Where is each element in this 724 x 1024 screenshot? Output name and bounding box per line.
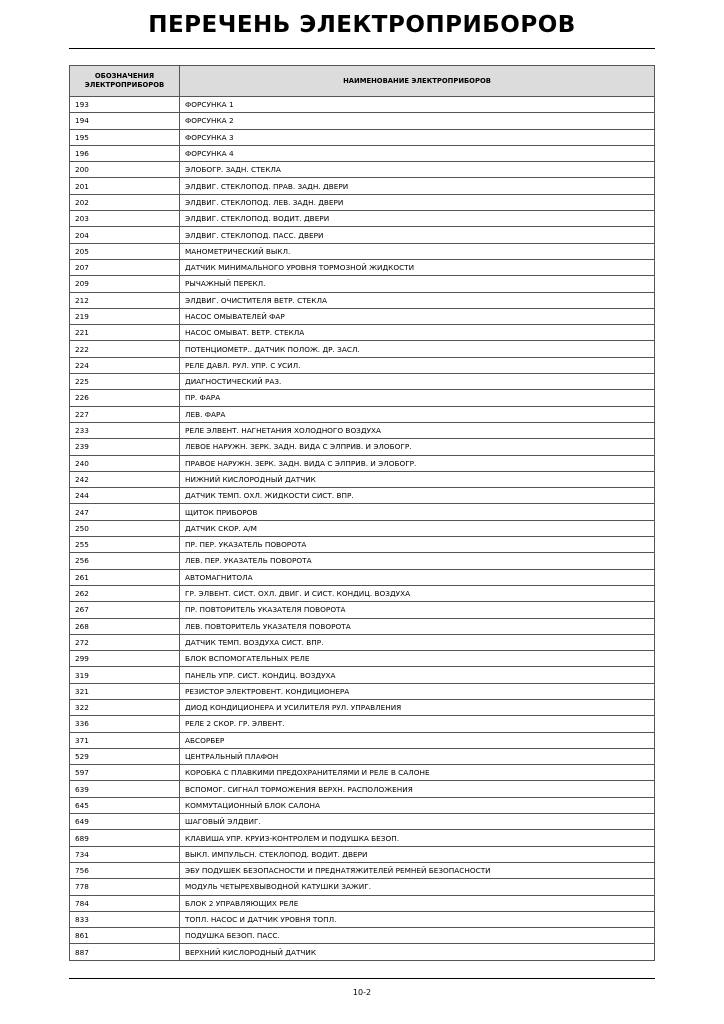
device-name-cell: КЛАВИША УПР. КРУИЗ-КОНТРОЛЕМ И ПОДУШКА БЕЗОП.: [180, 830, 655, 846]
table-row: [70, 341, 655, 357]
device-name-cell: ПОДУШКА БЕЗОП. ПАСС.: [180, 928, 655, 944]
title-rule: [69, 48, 655, 49]
device-name-cell: ЭЛДВИГ. ОЧИСТИТЕЛЯ ВЕТР. СТЕКЛА: [180, 292, 655, 308]
designation-cell: 203: [70, 211, 180, 227]
device-name-cell: ЦЕНТРАЛЬНЫЙ ПЛАФОН: [180, 748, 655, 764]
designation-cell: 221: [70, 325, 180, 341]
device-name-cell: БЛОК ВСПОМОГАТЕЛЬНЫХ РЕЛЕ: [180, 651, 655, 667]
designation-cell: 322: [70, 699, 180, 715]
device-name-cell: ЛЕВ. ФАРА: [180, 406, 655, 422]
designation-cell: 226: [70, 390, 180, 406]
device-name-cell: ФОРСУНКА 2: [180, 113, 655, 129]
table-row: [70, 259, 655, 275]
designation-cell: 734: [70, 846, 180, 862]
table-row: [70, 145, 655, 161]
table-row: [70, 651, 655, 667]
device-name-cell: ФОРСУНКА 4: [180, 145, 655, 161]
devices-table: [69, 65, 655, 961]
table-row: [70, 944, 655, 960]
device-name-cell: НИЖНИЙ КИСЛОРОДНЫЙ ДАТЧИК: [180, 471, 655, 487]
page-title: ПЕРЕЧЕНЬ ЭЛЕКТРОПРИБОРОВ: [148, 12, 576, 38]
table-row: [70, 504, 655, 520]
designation-cell: 250: [70, 520, 180, 536]
designation-cell: 200: [70, 162, 180, 178]
table-row: [70, 520, 655, 536]
designation-cell: 597: [70, 765, 180, 781]
table-row: [70, 488, 655, 504]
table-row: [70, 895, 655, 911]
device-name-cell: ЭЛДВИГ. СТЕКЛОПОД. ПРАВ. ЗАДН. ДВЕРИ: [180, 178, 655, 194]
designation-cell: 225: [70, 374, 180, 390]
device-name-cell: НАСОС ОМЫВАТЕЛЕЙ ФАР: [180, 308, 655, 324]
designation-cell: 267: [70, 602, 180, 618]
designation-cell: 336: [70, 716, 180, 732]
designation-cell: 256: [70, 553, 180, 569]
designation-cell: 244: [70, 488, 180, 504]
designation-cell: 202: [70, 194, 180, 210]
device-name-cell: РЕЛЕ 2 СКОР. ГР. ЭЛВЕНТ.: [180, 716, 655, 732]
footer-rule: [69, 978, 655, 979]
device-name-cell: ДИОД КОНДИЦИОНЕРА И УСИЛИТЕЛЯ РУЛ. УПРАВЛЕНИЯ: [180, 699, 655, 715]
designation-cell: 887: [70, 944, 180, 960]
table-row: [70, 667, 655, 683]
designation-cell: 240: [70, 455, 180, 471]
table-row: [70, 830, 655, 846]
device-name-cell: ВЫКЛ. ИМПУЛЬСН. СТЕКЛОПОД. ВОДИТ. ДВЕРИ: [180, 846, 655, 862]
designation-cell: 239: [70, 439, 180, 455]
device-name-cell: ПОТЕНЦИОМЕТР.. ДАТЧИК ПОЛОЖ. ДР. ЗАСЛ.: [180, 341, 655, 357]
device-name-cell: ЛЕВОЕ НАРУЖН. ЗЕРК. ЗАДН. ВИДА С ЭЛПРИВ. И ЭЛОБОГР.: [180, 439, 655, 455]
table-row: [70, 846, 655, 862]
designation-cell: 299: [70, 651, 180, 667]
device-name-cell: ГР. ЭЛВЕНТ. СИСТ. ОХЛ. ДВИГ. И СИСТ. КОНДИЦ. ВОЗДУХА: [180, 585, 655, 601]
table-row: [70, 178, 655, 194]
table-row: [70, 422, 655, 438]
designation-cell: 201: [70, 178, 180, 194]
designation-cell: 371: [70, 732, 180, 748]
device-name-cell: ЭЛДВИГ. СТЕКЛОПОД. ПАСС. ДВЕРИ: [180, 227, 655, 243]
device-name-cell: РЕЛЕ ДАВЛ. РУЛ. УПР. С УСИЛ.: [180, 357, 655, 373]
device-name-cell: ФОРСУНКА 3: [180, 129, 655, 145]
table-row: [70, 357, 655, 373]
table-row: [70, 781, 655, 797]
designation-cell: 247: [70, 504, 180, 520]
table-row: [70, 699, 655, 715]
device-name-cell: ЩИТОК ПРИБОРОВ: [180, 504, 655, 520]
device-name-cell: ЭЛДВИГ. СТЕКЛОПОД. ЛЕВ. ЗАДН. ДВЕРИ: [180, 194, 655, 210]
device-name-cell: АБСОРБЕР: [180, 732, 655, 748]
designation-cell: 224: [70, 357, 180, 373]
designation-cell: 205: [70, 243, 180, 259]
table-header-row: [70, 66, 655, 97]
table-row: [70, 113, 655, 129]
table-row: [70, 602, 655, 618]
designation-cell: 212: [70, 292, 180, 308]
table-row: [70, 879, 655, 895]
table-row: [70, 406, 655, 422]
designation-cell: 649: [70, 814, 180, 830]
device-name-cell: ЭБУ ПОДУШЕК БЕЗОПАСНОСТИ И ПРЕДНАТЯЖИТЕЛЕЙ РЕМНЕЙ БЕЗОПАСНОСТИ: [180, 862, 655, 878]
device-name-cell: РЫЧАЖНЫЙ ПЕРЕКЛ.: [180, 276, 655, 292]
designation-cell: 689: [70, 830, 180, 846]
device-name-cell: НАСОС ОМЫВАТ. ВЕТР. СТЕКЛА: [180, 325, 655, 341]
device-name-cell: КОММУТАЦИОННЫЙ БЛОК САЛОНА: [180, 797, 655, 813]
designation-cell: 261: [70, 569, 180, 585]
table-body: [70, 97, 655, 961]
table-row: [70, 862, 655, 878]
table-row: [70, 634, 655, 650]
designation-cell: 207: [70, 259, 180, 275]
table-row: [70, 325, 655, 341]
designation-cell: 778: [70, 879, 180, 895]
table-row: [70, 471, 655, 487]
table-row: [70, 97, 655, 113]
table-row: [70, 765, 655, 781]
table-row: [70, 911, 655, 927]
table-row: [70, 292, 655, 308]
table-row: [70, 276, 655, 292]
designation-cell: 639: [70, 781, 180, 797]
device-name-cell: ДАТЧИК СКОР. А/М: [180, 520, 655, 536]
device-name-cell: ПАНЕЛЬ УПР. СИСТ. КОНДИЦ. ВОЗДУХА: [180, 667, 655, 683]
device-name-cell: ШАГОВЫЙ ЭЛДВИГ.: [180, 814, 655, 830]
device-name-cell: ПР. ФАРА: [180, 390, 655, 406]
device-name-cell: БЛОК 2 УПРАВЛЯЮЩИХ РЕЛЕ: [180, 895, 655, 911]
device-name-cell: ДИАГНОСТИЧЕСКИЙ РАЗ.: [180, 374, 655, 390]
table-row: [70, 537, 655, 553]
designation-cell: 222: [70, 341, 180, 357]
device-name-cell: ЛЕВ. ПОВТОРИТЕЛЬ УКАЗАТЕЛЯ ПОВОРОТА: [180, 618, 655, 634]
designation-cell: 319: [70, 667, 180, 683]
table-row: [70, 129, 655, 145]
device-name-cell: РЕЗИСТОР ЭЛЕКТРОВЕНТ. КОНДИЦИОНЕРА: [180, 683, 655, 699]
device-name-cell: МОДУЛЬ ЧЕТЫРЕХВЫВОДНОЙ КАТУШКИ ЗАЖИГ.: [180, 879, 655, 895]
designation-cell: 268: [70, 618, 180, 634]
designation-cell: 255: [70, 537, 180, 553]
designation-cell: 196: [70, 145, 180, 161]
table-row: [70, 928, 655, 944]
table-row: [70, 814, 655, 830]
designation-cell: 272: [70, 634, 180, 650]
device-name-cell: КОРОБКА С ПЛАВКИМИ ПРЕДОХРАНИТЕЛЯМИ И РЕЛЕ В САЛОНЕ: [180, 765, 655, 781]
designation-cell: 262: [70, 585, 180, 601]
header-designation: ОБОЗНАЧЕНИЯ ЭЛЕКТРОПРИБОРОВ: [70, 66, 180, 97]
device-name-cell: ЛЕВ. ПЕР. УКАЗАТЕЛЬ ПОВОРОТА: [180, 553, 655, 569]
device-name-cell: ВЕРХНИЙ КИСЛОРОДНЫЙ ДАТЧИК: [180, 944, 655, 960]
designation-cell: 321: [70, 683, 180, 699]
table-row: [70, 308, 655, 324]
designation-cell: 529: [70, 748, 180, 764]
designation-cell: 227: [70, 406, 180, 422]
device-name-cell: ДАТЧИК ТЕМП. ВОЗДУХА СИСТ. ВПР.: [180, 634, 655, 650]
table-row: [70, 716, 655, 732]
device-name-cell: АВТОМАГНИТОЛА: [180, 569, 655, 585]
table-row: [70, 797, 655, 813]
designation-cell: 833: [70, 911, 180, 927]
table-row: [70, 374, 655, 390]
device-name-cell: ФОРСУНКА 1: [180, 97, 655, 113]
device-name-cell: МАНОМЕТРИЧЕСКИЙ ВЫКЛ.: [180, 243, 655, 259]
table-row: [70, 227, 655, 243]
table-row: [70, 390, 655, 406]
designation-cell: 242: [70, 471, 180, 487]
table-row: [70, 618, 655, 634]
table-row: [70, 585, 655, 601]
table-row: [70, 683, 655, 699]
table-row: [70, 569, 655, 585]
table-row: [70, 243, 655, 259]
device-name-cell: ДАТЧИК ТЕМП. ОХЛ. ЖИДКОСТИ СИСТ. ВПР.: [180, 488, 655, 504]
table-row: [70, 211, 655, 227]
designation-cell: 219: [70, 308, 180, 324]
device-name-cell: ПРАВОЕ НАРУЖН. ЗЕРК. ЗАДН. ВИДА С ЭЛПРИВ. И ЭЛОБОГР.: [180, 455, 655, 471]
device-name-cell: ПР. ПЕР. УКАЗАТЕЛЬ ПОВОРОТА: [180, 537, 655, 553]
designation-cell: 194: [70, 113, 180, 129]
header-name: НАИМЕНОВАНИЕ ЭЛЕКТРОПРИБОРОВ: [180, 66, 655, 97]
table-row: [70, 553, 655, 569]
device-name-cell: ТОПЛ. НАСОС И ДАТЧИК УРОВНЯ ТОПЛ.: [180, 911, 655, 927]
table-row: [70, 455, 655, 471]
device-name-cell: ПР. ПОВТОРИТЕЛЬ УКАЗАТЕЛЯ ПОВОРОТА: [180, 602, 655, 618]
designation-cell: 645: [70, 797, 180, 813]
designation-cell: 233: [70, 422, 180, 438]
table-row: [70, 439, 655, 455]
table-row: [70, 732, 655, 748]
designation-cell: 784: [70, 895, 180, 911]
designation-cell: 193: [70, 97, 180, 113]
designation-cell: 195: [70, 129, 180, 145]
table-row: [70, 194, 655, 210]
page-number: 10-2: [352, 988, 372, 997]
device-name-cell: ДАТЧИК МИНИМАЛЬНОГО УРОВНЯ ТОРМОЗНОЙ ЖИДКОСТИ: [180, 259, 655, 275]
designation-cell: 756: [70, 862, 180, 878]
device-name-cell: РЕЛЕ ЭЛВЕНТ. НАГНЕТАНИЯ ХОЛОДНОГО ВОЗДУХА: [180, 422, 655, 438]
device-name-cell: ЭЛОБОГР. ЗАДН. СТЕКЛА: [180, 162, 655, 178]
device-name-cell: ЭЛДВИГ. СТЕКЛОПОД. ВОДИТ. ДВЕРИ: [180, 211, 655, 227]
designation-cell: 204: [70, 227, 180, 243]
device-name-cell: ВСПОМОГ. СИГНАЛ ТОРМОЖЕНИЯ ВЕРХН. РАСПОЛОЖЕНИЯ: [180, 781, 655, 797]
table-row: [70, 162, 655, 178]
designation-cell: 209: [70, 276, 180, 292]
designation-cell: 861: [70, 928, 180, 944]
table-row: [70, 748, 655, 764]
